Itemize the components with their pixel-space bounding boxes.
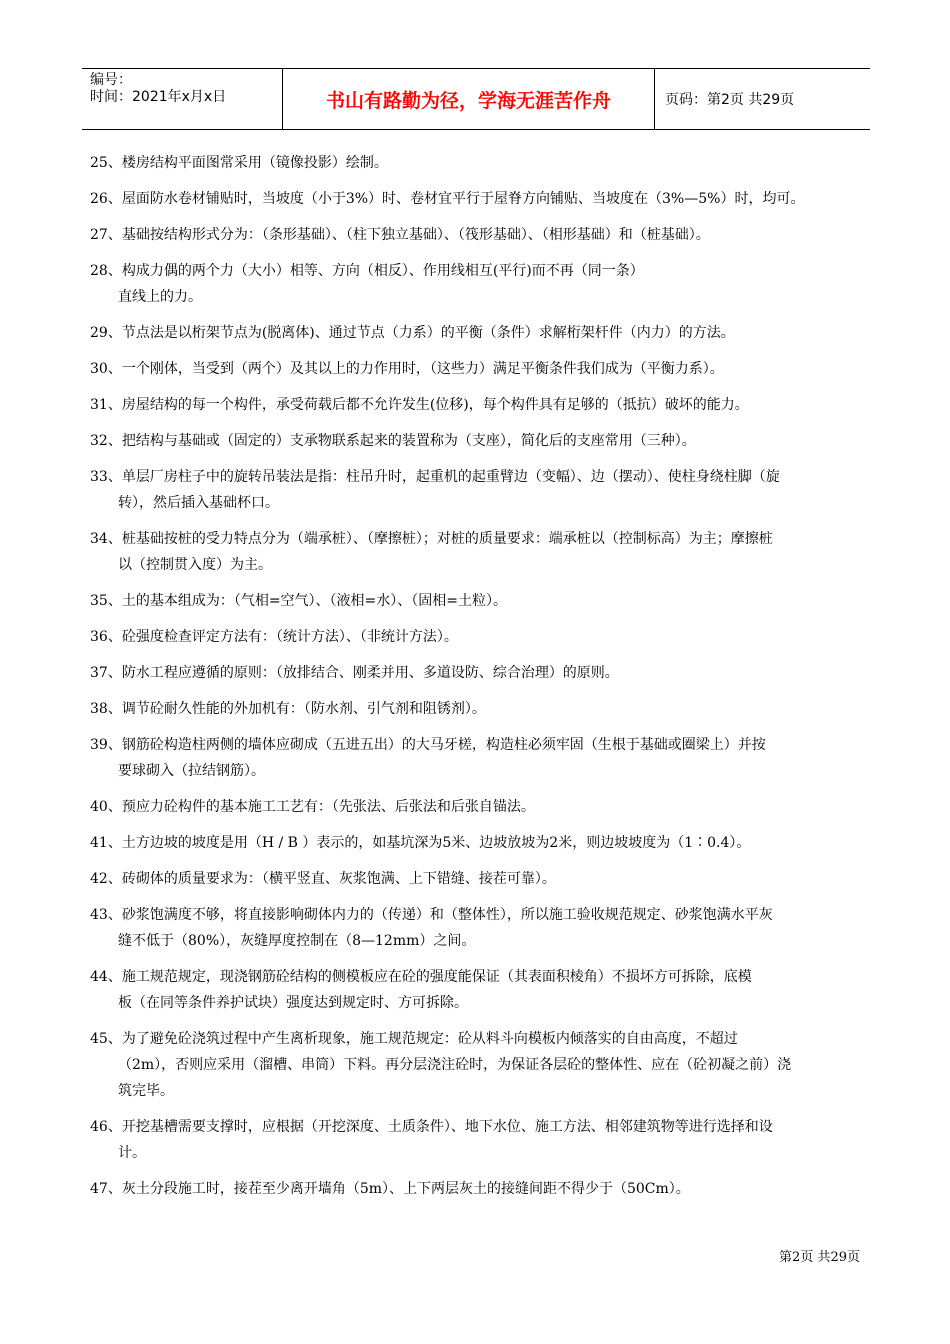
item-continuation-line: 计。 — [118, 1145, 146, 1161]
list-item — [90, 902, 870, 954]
item-line: 47、灰土分段施工时，接茬至少离开墙角（5m）、上下两层灰土的接缝间距不得少于（50Cm）。 — [90, 1181, 690, 1197]
item-line: 25、楼房结构平面图常采用（镜像投影）绘制。 — [90, 155, 388, 171]
item-continuation-line: （2m），否则应采用（溜槽、串筒）下料。再分层浇注砼时，为保证各层砼的整体性、应在（砼初凝之前）浇 — [118, 1057, 792, 1073]
item-continuation-line: 板（在同等条件养护试块）强度达到规定时、方可拆除。 — [118, 995, 468, 1011]
list-item — [90, 1026, 870, 1104]
list-item — [90, 588, 870, 614]
list-item — [90, 428, 870, 454]
list-item — [90, 392, 870, 418]
item-continuation-line: 缝不低于（80%），灰缝厚度控制在（8—12mm）之间。 — [118, 933, 476, 949]
list-item — [90, 186, 870, 212]
list-item — [90, 964, 870, 1016]
item-line: 46、开挖基槽需要支撑时，应根据（开挖深度、土质条件）、地下水位、施工方法、相邻建筑物等进行选择和设 — [90, 1119, 773, 1135]
item-line: 39、钢筋砼构造柱两侧的墙体应砌成（五进五出）的大马牙槎，构造柱必须牢固（生根于基础或圈梁上）并按 — [90, 737, 766, 753]
item-line: 29、节点法是以桁架节点为(脱离体)、通过节点（力系）的平衡（条件）求解桁架杆件（内力）的方法。 — [90, 325, 735, 341]
list-item — [90, 732, 870, 784]
list-item — [90, 150, 870, 176]
item-line: 35、土的基本组成为：（气相=空气）、（液相=水）、（固相=土粒）。 — [90, 593, 508, 609]
item-line: 36、砼强度检查评定方法有：（统计方法）、（非统计方法）。 — [90, 629, 458, 645]
item-line: 41、土方边坡的坡度是用（H / B ）表示的，如基坑深为5米、边坡放坡为2米，则边坡坡度为（1∶0.4）。 — [90, 835, 751, 851]
doc-number-label: 编号： — [90, 72, 132, 88]
item-continuation-line: 要球砌入（拉结钢筋）。 — [118, 763, 265, 779]
item-line: 34、桩基础按桩的受力特点分为（端承桩）、（摩擦桩）；对桩的质量要求：端承桩以（控制标高）为主；摩擦桩 — [90, 531, 773, 547]
list-item — [90, 794, 870, 820]
header-page-cell — [655, 69, 870, 129]
header-motto: 书山有路勤为径，学海无涯苦作舟 — [325, 89, 611, 112]
item-line: 30、一个刚体，当受到（两个）及其以上的力作用时，（这些力）满足平衡条件我们成为（平衡力系）。 — [90, 361, 724, 377]
item-continuation-line: 直线上的力。 — [118, 289, 202, 305]
item-line: 44、施工规范规定，现浇钢筋砼结构的侧模板应在砼的强度能保证（其表面积棱角）不损坏方可拆除，底模 — [90, 969, 752, 985]
header-page-label: 页码：第2页 共29页 — [665, 92, 795, 108]
item-line: 37、防水工程应遵循的原则：（放排结合、刚柔并用、多道设防、综合治理）的原则。 — [90, 665, 619, 681]
item-line: 38、调节砼耐久性能的外加机有：（防水剂、引气剂和阻锈剂）。 — [90, 701, 486, 717]
item-continuation-line: 转），然后插入基础杯口。 — [118, 495, 279, 511]
item-line: 40、预应力砼构件的基本施工工艺有：（先张法、后张法和后张自锚法。 — [90, 799, 535, 815]
item-line: 28、构成力偶的两个力（大小）相等、方向（相反）、作用线相互(平行)而不再（同一条） — [90, 263, 644, 279]
item-line: 32、把结构与基础或（固定的）支承物联系起来的装置称为（支座），简化后的支座常用（三种）。 — [90, 433, 696, 449]
page-footer — [779, 1246, 860, 1265]
document-body — [90, 150, 870, 1202]
item-line: 27、基础按结构形式分为：（条形基础）、（柱下独立基础）、（筏形基础）、（相形基础）和（桩基础）。 — [90, 227, 710, 243]
list-item — [90, 526, 870, 578]
list-item — [90, 222, 870, 248]
list-item — [90, 830, 870, 856]
list-item — [90, 660, 870, 686]
list-item — [90, 1176, 870, 1202]
item-line: 33、单层厂房柱子中的旋转吊装法是指：柱吊升时，起重机的起重臂边（变幅）、边（摆动）、使柱身绕柱脚（旋 — [90, 469, 780, 485]
item-continuation-line: 筑完毕。 — [118, 1083, 174, 1099]
list-item — [90, 696, 870, 722]
list-item — [90, 866, 870, 892]
header-table — [82, 68, 870, 130]
item-line: 26、屋面防水卷材铺贴时，当坡度（小于3%）时、卷材宜平行于屋脊方向铺贴、当坡度在（3%—5%）时，均可。 — [90, 191, 805, 207]
list-item — [90, 320, 870, 346]
item-line: 43、砂浆饱满度不够，将直接影响砌体内力的（传递）和（整体性），所以施工验收规范规定、砂浆饱满水平灰 — [90, 907, 773, 923]
item-line: 42、砖砌体的质量要求为：（横平竖直、灰浆饱满、上下错缝、接茬可靠）。 — [90, 871, 556, 887]
footer-page-number: 第2页 共29页 — [779, 1250, 860, 1265]
list-item — [90, 464, 870, 516]
item-continuation-line: 以（控制贯入度）为主。 — [118, 557, 272, 573]
list-item — [90, 258, 870, 310]
list-item — [90, 1114, 870, 1166]
list-item — [90, 356, 870, 382]
doc-time-label: 时间：2021年x月x日 — [90, 89, 227, 105]
item-line: 45、为了避免砼浇筑过程中产生离析现象，施工规范规定：砼从料斗向模板内倾落实的自由高度，不超过 — [90, 1031, 738, 1047]
header-motto-cell — [282, 69, 655, 129]
header-left-cell — [82, 69, 282, 129]
item-line: 31、房屋结构的每一个构件，承受荷载后都不允许发生(位移)，每个构件具有足够的（抵抗）破坏的能力。 — [90, 397, 749, 413]
list-item — [90, 624, 870, 650]
